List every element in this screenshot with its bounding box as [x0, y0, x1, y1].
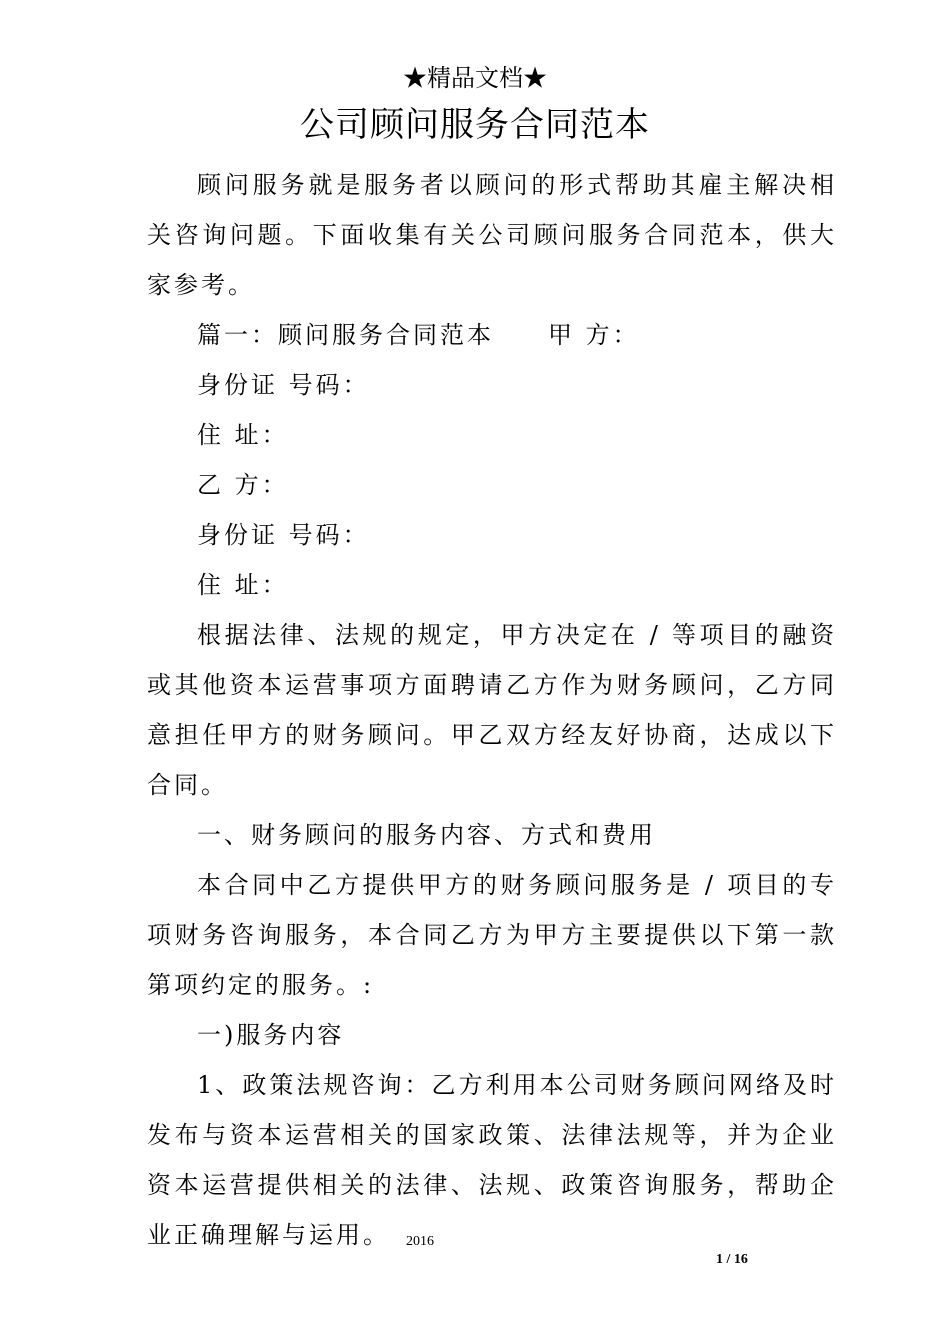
paragraph-clause-scope: 本合同中乙方提供甲方的财务顾问服务是 / 项目的专项财务咨询服务，本合同乙方为甲方主要提供以下第一款第项约定的服务。: — [147, 871, 837, 999]
page-number — [716, 1251, 796, 1269]
paragraph-clause-heading: 一、财务顾问的服务内容、方式和费用 — [197, 821, 656, 849]
header-mark: ★精品文档★ — [403, 64, 547, 92]
paragraph-party-a-address: 住 址： — [197, 421, 289, 449]
paragraph-service-item-1: 1、政策法规咨询：乙方利用本公司财务顾问网络及时发布与资本运营相关的国家政策、法律法规等，并为企业资本运营提供相关的法律、法规、政策咨询服务，帮助企业正确理解与运用。 — [147, 1071, 837, 1249]
document-body — [147, 160, 837, 1260]
page-separator: / — [726, 1252, 731, 1267]
document-title: 公司顾问服务合同范本 — [300, 105, 650, 145]
paragraph-party-b-address: 住 址： — [197, 571, 289, 599]
paragraph-service-heading: 一)服务内容 — [197, 1021, 345, 1049]
paragraph-party-b: 乙 方： — [197, 471, 289, 499]
page-current: 1 — [716, 1252, 723, 1267]
paragraph-party-a-id: 身份证 号码： — [197, 371, 370, 399]
paragraph-party-b-id: 身份证 号码： — [197, 521, 370, 549]
paragraph-section-heading: 篇一：顾问服务合同范本 甲 方： — [197, 321, 640, 349]
footer-year: 2016 — [406, 1234, 434, 1249]
paragraph-preamble: 根据法律、法规的规定，甲方决定在 / 等项目的融资或其他资本运营事项方面聘请乙方作为财务顾问，乙方同意担任甲方的财务顾问。甲乙双方经友好协商，达成以下合同。 — [147, 621, 837, 799]
page-total: 16 — [733, 1252, 748, 1267]
paragraph-intro: 顾问服务就是服务者以顾问的形式帮助其雇主解决相关咨询问题。下面收集有关公司顾问服务合同范本，供大家参考。 — [147, 171, 837, 299]
